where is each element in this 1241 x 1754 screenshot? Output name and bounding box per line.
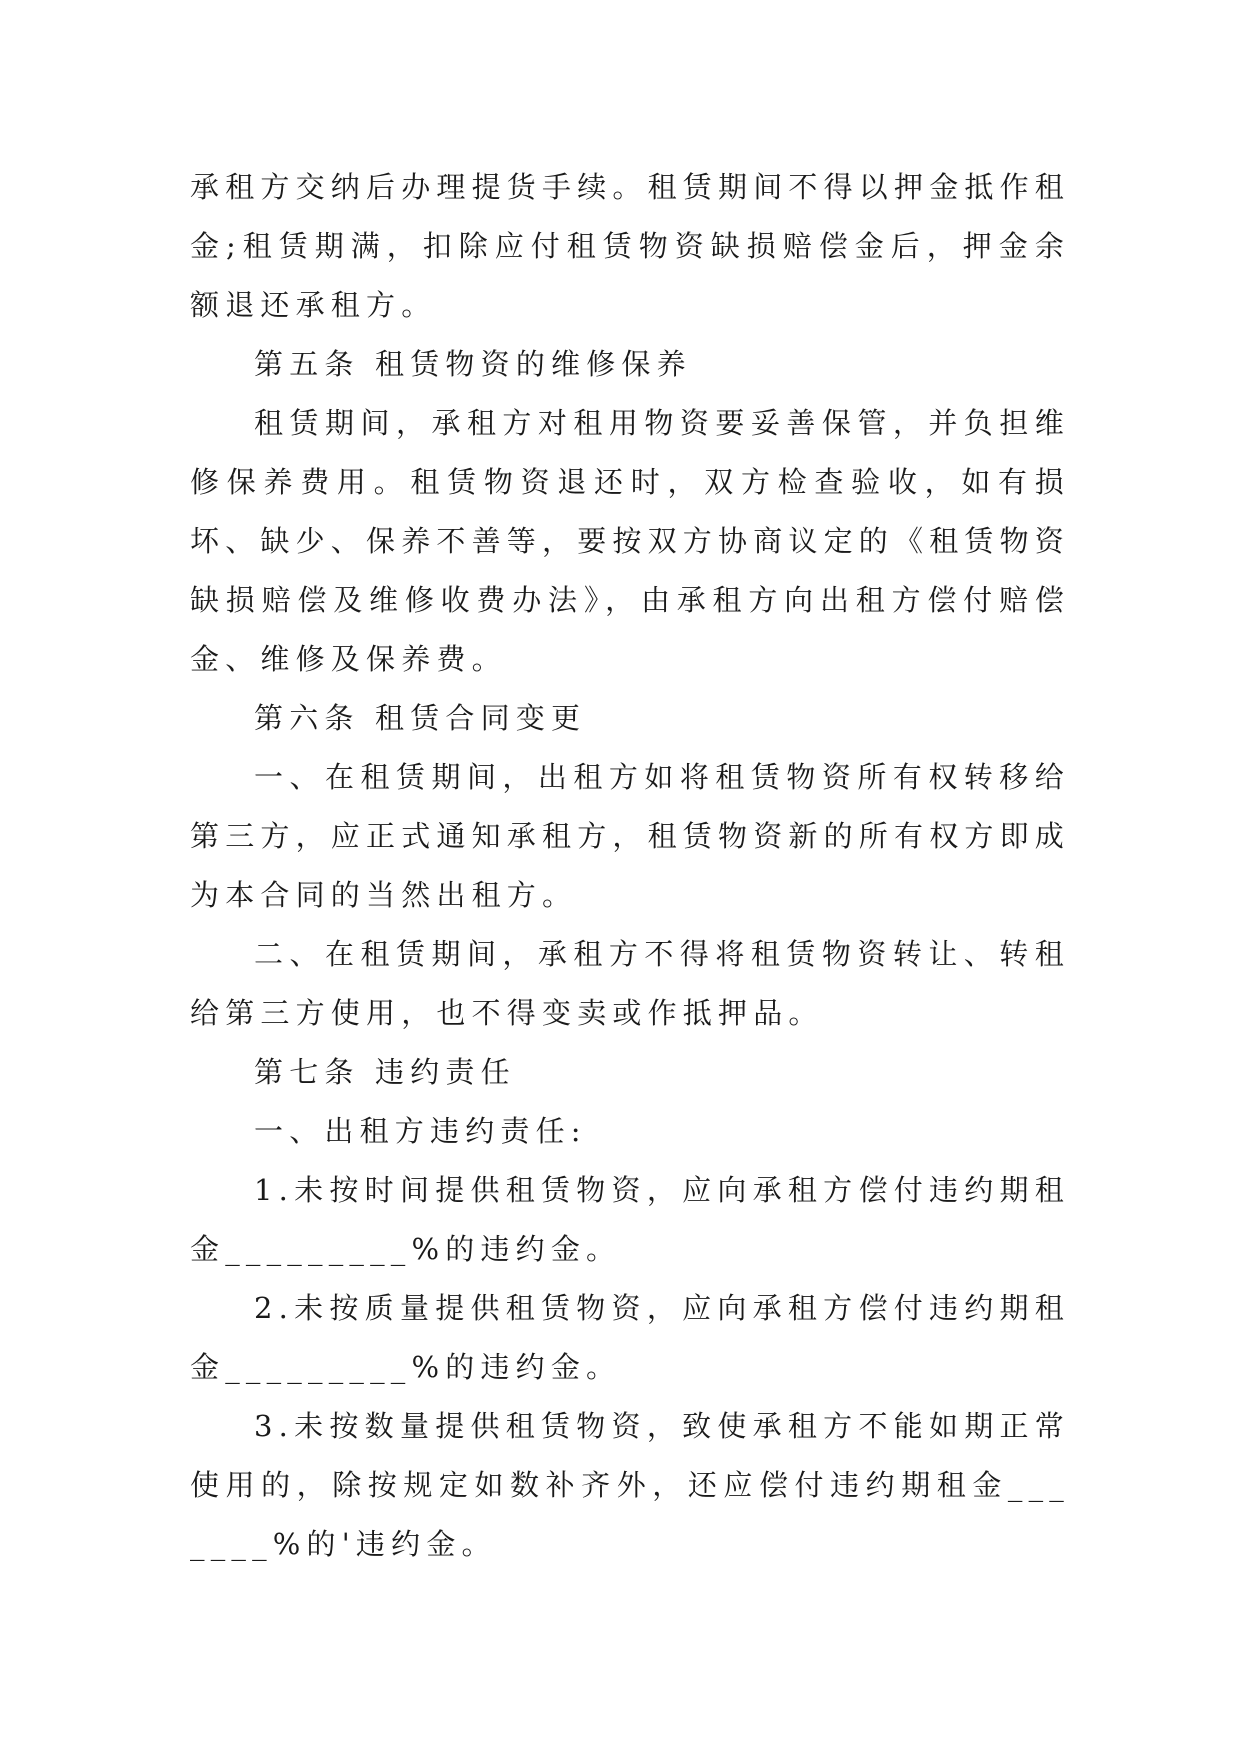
- liability-item-2: 2.未按质量提供租赁物资，应向承租方偿付违约期租金_________%的违约金。: [190, 1291, 1070, 1384]
- article-7-heading: 第七条 违约责任: [254, 1055, 516, 1089]
- lessor-liability-heading: 一、出租方违约责任:: [254, 1114, 587, 1148]
- liability-item-3: 3.未按数量提供租赁物资，致使承租方不能如期正常使用的，除按规定如数补齐外，还应偿付违约期租金_______%的'违约金。: [190, 1409, 1070, 1561]
- liability-item-1: 1.未按时间提供租赁物资，应向承租方偿付违约期租金_________%的违约金。: [190, 1173, 1070, 1266]
- article-6-heading: 第六条 租赁合同变更: [254, 701, 587, 735]
- paragraph-deposit-terms: 承租方交纳后办理提货手续。租赁期间不得以押金抵作租金;租赁期满，扣除应付租赁物资缺损赔偿金后，押金余额退还承租方。: [190, 170, 1071, 322]
- paragraph-ownership-transfer: 一、在租赁期间，出租方如将租赁物资所有权转移给第三方，应正式通知承租方，租赁物资新的所有权方即成为本合同的当然出租方。: [190, 760, 1071, 912]
- paragraph-maintenance: 租赁期间，承租方对租用物资要妥善保管，并负担维修保养费用。租赁物资退还时，双方检查验收，如有损坏、缺少、保养不善等，要按双方协商议定的《租赁物资缺损赔偿及维修收费办法》，由承租方向出租方偿付赔偿金、维修及保养费。: [190, 406, 1071, 676]
- article-5-heading: 第五条 租赁物资的维修保养: [254, 347, 692, 381]
- paragraph-no-sublease: 二、在租赁期间，承租方不得将租赁物资转让、转租给第三方使用，也不得变卖或作抵押品。: [190, 937, 1070, 1030]
- document-body: [190, 158, 1070, 1574]
